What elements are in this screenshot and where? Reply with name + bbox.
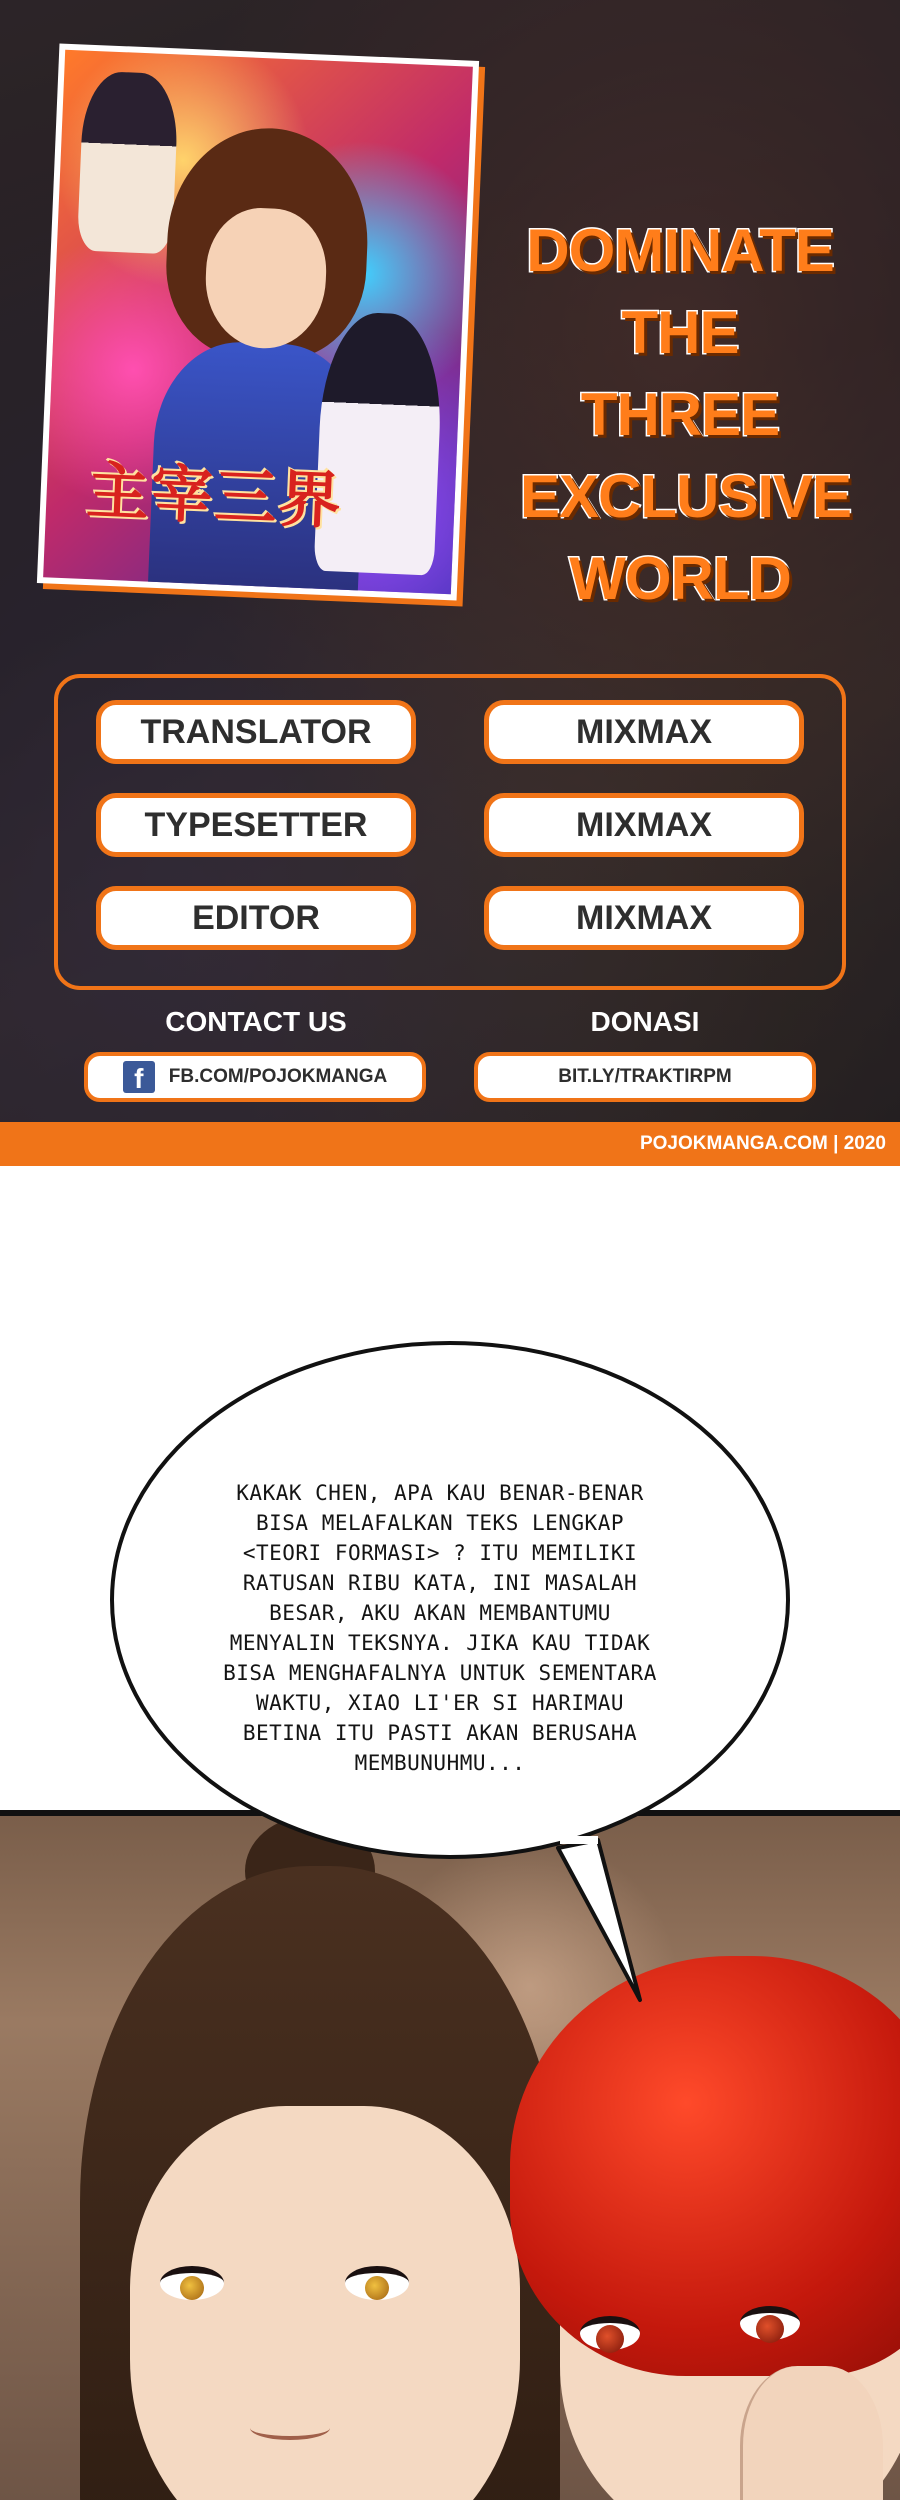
series-title-line: THE THREE [580,299,780,448]
character-right-hand [740,2366,883,2500]
character-left-mouth [250,2416,330,2440]
footer-site-label: POJOKMANGA.COM | 2020 [639,1133,886,1154]
series-cover [37,43,479,600]
dialogue-line: BISA MENGHAFALNYA UNTUK SEMENTARA [223,1661,657,1685]
series-title-line: DOMINATE [526,217,834,284]
facebook-icon: f [123,1061,155,1093]
speech-bubble-tail [558,1840,640,2000]
series-title-line: EXCLUSIVE [520,463,852,530]
cover-character-left [77,71,179,255]
credit-name-translator: MIXMAX [484,700,804,764]
facebook-link-label: FB.COM/POJOKMANGA [168,1066,388,1087]
dialogue-line: MEMBUNUHMU... [354,1751,526,1775]
credits-banner [0,0,900,1122]
credit-role-translator: TRANSLATOR [96,700,416,764]
footer-bar [0,1122,900,1166]
donation-link[interactable] [474,1052,816,1102]
facebook-link[interactable] [84,1052,426,1102]
donation-link-label: BIT.LY/TRAKTIRPM [558,1066,732,1087]
character-right-eye [740,2306,800,2340]
credit-name-typesetter: MIXMAX [484,793,804,857]
character-left-face [130,2106,520,2500]
dialogue-line: RATUSAN RIBU KATA, INI MASALAH [242,1571,638,1595]
series-title-line: WORLD [569,545,791,612]
credit-name-editor: MIXMAX [484,886,804,950]
cover-logo: 主宰三界 [85,454,345,538]
donation-heading: DONASI [590,1006,700,1037]
speech-bubble-text [200,1478,680,1778]
character-left-eye [160,2266,224,2300]
dialogue-line: <TEORI FORMASI> ? ITU MEMILIKI [242,1541,638,1565]
dialogue-line: KAKAK CHEN, APA KAU BENAR-BENAR [236,1481,644,1505]
credit-role-typesetter: TYPESETTER [96,793,416,857]
character-right-eye [580,2316,640,2350]
character-left-eye [345,2266,409,2300]
dialogue-line: BETINA ITU PASTI AKAN BERUSAHA [242,1721,638,1745]
dialogue-line: MENYALIN TEKSNYA. JIKA KAU TIDAK [229,1631,651,1655]
series-title [520,210,852,620]
contact-heading: CONTACT US [165,1006,347,1037]
cover-artwork [43,50,473,595]
credit-role-editor: EDITOR [96,886,416,950]
dialogue-line: BISA MELAFALKAN TEKS LENGKAP [255,1511,624,1535]
dialogue-line: WAKTU, XIAO LI'ER SI HARIMAU [255,1691,624,1715]
dialogue-line: BESAR, AKU AKAN MEMBANTUMU [269,1601,611,1625]
